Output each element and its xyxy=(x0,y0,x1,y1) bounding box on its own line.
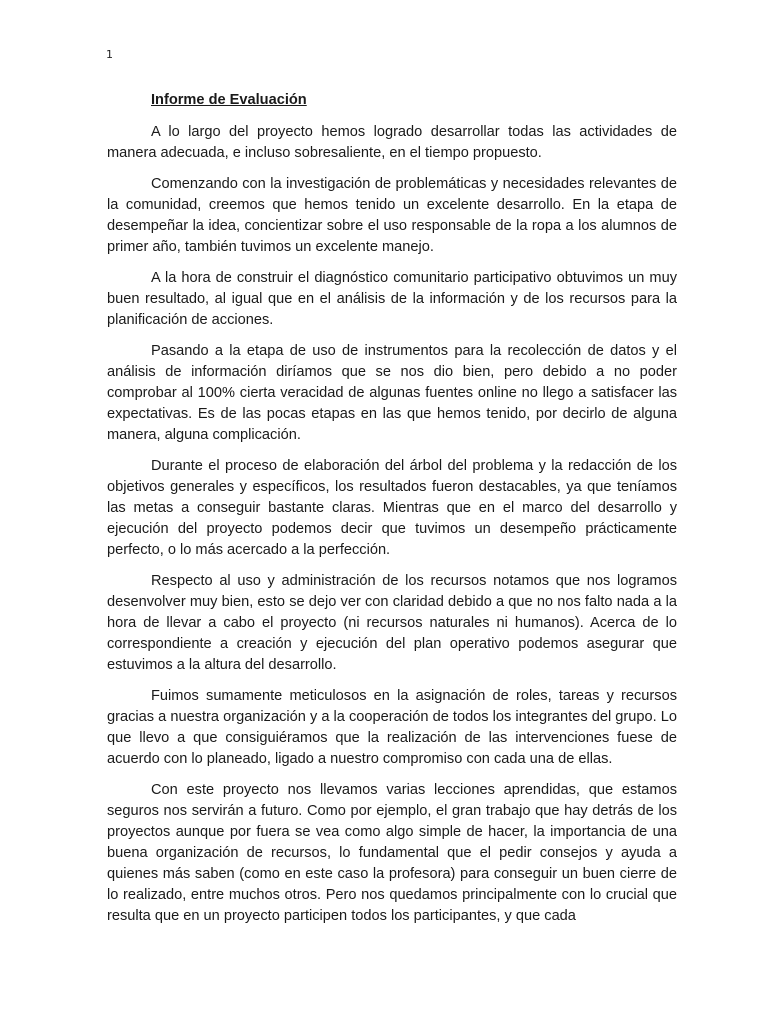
paragraph-6: Respecto al uso y administración de los recursos notamos que nos logramos desenvolver muy bien, esto se dejo ver con claridad debido a que no nos falto nada a la hora de llevar a cabo el proyecto (ni recursos naturales ni humanos). Acerca de lo correspondiente a creación y ejecución del plan operativo podemos asegurar que estuvimos a la altura del desarrollo. xyxy=(107,573,677,673)
page-number: 1 xyxy=(106,48,113,61)
paragraph-2: Comenzando con la investigación de problemáticas y necesidades relevantes de la comunidad, creemos que hemos tenido un excelente desarrollo. En la etapa de desempeñar la idea, concientizar sobre el uso responsable de la ropa a los alumnos de primer año, también tuvimos un excelente manejo. xyxy=(107,176,677,255)
paragraph-8: Con este proyecto nos llevamos varias lecciones aprendidas, que estamos seguros nos servirán a futuro. Como por ejemplo, el gran trabajo que hay detrás de los proyectos aunque por fuera se vea como algo simple de hacer, la importancia de una buena organización de recursos, lo fundamental que el pedir consejos y ayuda a quienes más saben (como en este caso la profesora) para conseguir un buen cierre de lo realizado, entre muchos otros. Pero nos quedamos principalmente con lo crucial que resulta que en un proyecto participen todos los participantes, y que cada xyxy=(107,782,677,924)
document-body xyxy=(107,90,677,937)
paragraph-1: A lo largo del proyecto hemos logrado desarrollar todas las actividades de manera adecuada, e incluso sobresaliente, en el tiempo propuesto. xyxy=(107,124,677,161)
document-title: Informe de Evaluación xyxy=(151,92,307,108)
paragraph-3: A la hora de construir el diagnóstico comunitario participativo obtuvimos un muy buen resultado, al igual que en el análisis de la información y de los recursos para la planificación de acciones. xyxy=(107,270,677,328)
paragraph-7: Fuimos sumamente meticulosos en la asignación de roles, tareas y recursos gracias a nuestra organización y a la cooperación de todos los integrantes del grupo. Lo que llevo a que consiguiéramos que la realización de las intervenciones fuese de acuerdo con lo planeado, ligado a nuestro compromiso con cada una de ellas. xyxy=(107,688,677,767)
paragraph-4: Pasando a la etapa de uso de instrumentos para la recolección de datos y el análisis de información diríamos que se nos dio bien, pero debido a no poder comprobar al 100% cierta veracidad de algunas fuentes online no llego a satisfacer las expectativas. Es de las pocas etapas en las que hemos tenido, por decirlo de alguna manera, alguna complicación. xyxy=(107,343,677,443)
paragraph-5: Durante el proceso de elaboración del árbol del problema y la redacción de los objetivos generales y específicos, los resultados fueron destacables, ya que teníamos las metas a conseguir bastante claras. Mientras que en el marco del desarrollo y ejecución del proyecto podemos decir que tuvimos un desempeño prácticamente perfecto, o lo más acercado a la perfección. xyxy=(107,458,677,558)
